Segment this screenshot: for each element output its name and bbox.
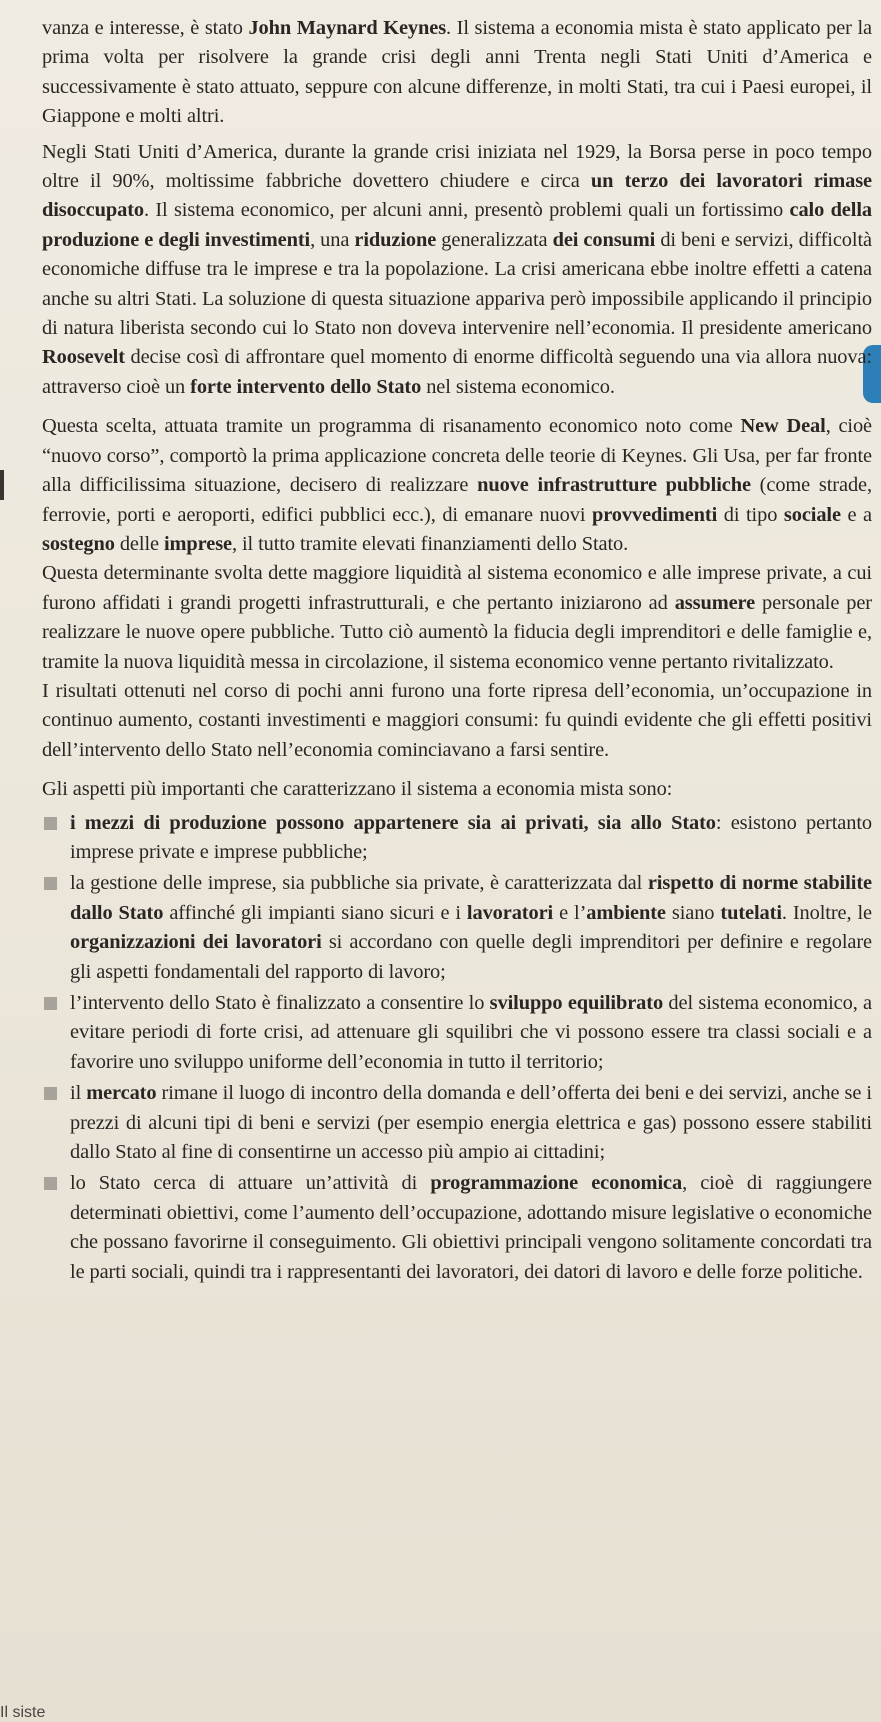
paragraph-new-deal: Questa scelta, attuata tramite un programma di risanamento economico noto come New Deal, cioè “nuovo corso”, comportò la prima applicazione concreta delle teorie di Keynes. Gli Usa, per far fronte alla difficilissima situazione, decisero di realizzare nuove infrastrutture pubbliche (come strade, ferrovie, porti e aeroporti, edifici pubblici ecc.), di emanare nuovi provvedimenti di tipo sociale e a sostegno delle imprese, il tutto tramite elevati finanziamenti dello Stato. xyxy=(42,415,873,555)
list-item: la gestione delle imprese, sia pubbliche sia private, è caratterizzata dal rispetto di norme stabilite dallo Stato affinché gli impianti siano sicuri e i lavoratori e l’ambiente siano tutelati. Inoltre, le organizzazioni dei lavoratori si accordano con quelle degli imprenditori per definire e regolare gli aspetti fondamentali del rapporto di lavoro; xyxy=(42,869,872,987)
margin-mark xyxy=(0,470,4,500)
list-item: lo Stato cerca di attuare un’attività di programmazione economica, cioè di raggiungere determinati obiettivi, come l’aumento dell’occupazione, adottando misure legislative o economiche che possano favorirne il conseguimento. Gli obiettivi principali vengono solitamente concordati tra le parti sociali, quindi tra i rappresentanti dei lavoratori, dei datori di lavoro e delle forze politiche. xyxy=(42,1169,872,1287)
bullet-square-icon xyxy=(44,1087,57,1100)
aspects-list xyxy=(42,809,872,1288)
body-text xyxy=(42,14,872,1287)
list-item: il mercato rimane il luogo di incontro della domanda e dell’offerta dei beni e dei servizi, anche se i prezzi di alcuni tipi di beni e servizi (per esempio energia elettrica e gas) possono essere stabiliti dallo Stato al fine di consentirne un accesso più ampio ai cittadini; xyxy=(42,1079,872,1167)
bullet-square-icon xyxy=(44,877,57,890)
paragraph-great-depression: Negli Stati Uniti d’America, durante la grande crisi iniziata nel 1929, la Borsa perse in poco tempo oltre il 90%, moltissime fabbriche dovettero chiudere e circa un terzo dei lavoratori rimase disoccupato. Il sistema economico, per alcuni anni, presentò problemi quali un fortissimo calo della produzione e degli investimenti, una riduzione generalizzata dei consumi di beni e servizi, difficoltà economiche diffuse tra le imprese e tra la popolazione. La crisi americana ebbe inoltre effetti a catena anche su altri Stati. La soluzione di questa situazione appariva però impossibile applicando il principio di natura liberista secondo cui lo Stato non doveva intervenire nell’economia. Il presidente americano Roosevelt decise così di affrontare quel momento di enorme difficoltà seguendo una via allora nuova: attraverso cioè un forte intervento dello Stato nel sistema economico. xyxy=(42,140,873,398)
bullet-square-icon xyxy=(44,1177,57,1190)
paragraph-liquidity: Questa determinante svolta dette maggiore liquidità al sistema economico e alle imprese private, a cui furono affidati i grandi progetti infrastrutturali, e che pertanto iniziarono ad assumere personale per realizzare le nuove opere pubbliche. Tutto ciò aumentò la fiducia degli imprenditori e delle famiglie e, tramite la nuova liquidità messa in circolazione, il sistema economico venne pertanto rivitalizzato. xyxy=(42,562,872,673)
next-section-heading-fragment: Il siste xyxy=(0,1704,46,1721)
paragraph-results: I risultati ottenuti nel corso di pochi anni furono una forte ripresa dell’economia, un’occupazione in continuo aumento, costanti investimenti e maggiori consumi: fu quindi evidente che gli effetti positivi dell’intervento dello Stato nell’economia cominciavano a farsi sentire. xyxy=(42,679,872,761)
bullet-square-icon xyxy=(44,817,57,830)
bullet-square-icon xyxy=(44,997,57,1010)
list-item: i mezzi di produzione possono appartenere sia ai privati, sia allo Stato: esistono pertanto imprese private e imprese pubbliche; xyxy=(42,809,872,868)
paragraph-keynes: vanza e interesse, è stato John Maynard Keynes. Il sistema a economia mista è stato applicato per la prima volta per risolvere la grande crisi degli anni Trenta negli Stati Uniti d’America e successivamente è stato attuato, seppure con alcune differenze, in molti Stati, tra cui i Paesi europei, il Giappone e molti altri. xyxy=(42,17,872,128)
paragraph-aspects-intro: Gli aspetti più importanti che caratterizzano il sistema a economia mista sono: xyxy=(42,778,673,801)
list-item: l’intervento dello Stato è finalizzato a consentire lo sviluppo equilibrato del sistema economico, a evitare periodi di forte crisi, ad attenuare gli squilibri che vi possono essere tra classi sociali e a favorire uno sviluppo uniforme dell’economia in tutto il territorio; xyxy=(42,989,872,1077)
